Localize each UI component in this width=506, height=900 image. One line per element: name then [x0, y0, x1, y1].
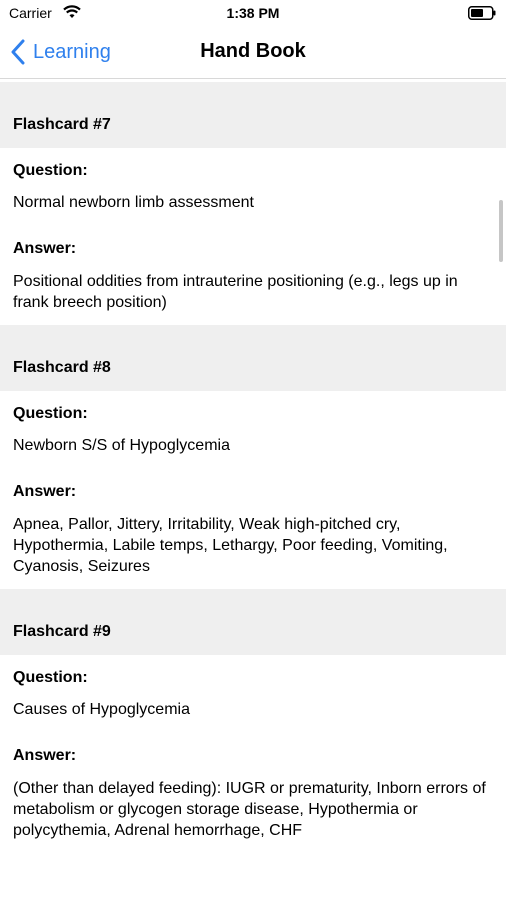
flashcard-header: Flashcard #8	[0, 325, 506, 391]
answer-text: (Other than delayed feeding): IUGR or prematurity, Inborn errors of metabolism or glycogen storage disease, Hypothermia or polycythemia, Adrenal hemorrhage, CHF	[13, 780, 486, 839]
flashcard	[0, 589, 506, 853]
answer-label: Answer:	[13, 747, 77, 764]
flashcard-list[interactable]	[0, 82, 506, 900]
flashcard	[0, 82, 506, 325]
question-text: Normal newborn limb assessment	[13, 194, 254, 211]
flashcard-header: Flashcard #7	[0, 82, 506, 148]
flashcard-body	[0, 655, 506, 853]
status-time: 1:38 PM	[226, 5, 280, 21]
answer-label: Answer:	[13, 483, 77, 500]
navigation-bar	[0, 26, 506, 79]
carrier-label: Carrier	[9, 5, 52, 21]
answer-label: Answer:	[13, 240, 77, 257]
question-text: Causes of Hypoglycemia	[13, 701, 190, 718]
question-label: Question:	[13, 405, 88, 422]
status-bar	[0, 0, 506, 26]
page-title: Hand Book	[200, 40, 306, 62]
battery-icon	[468, 6, 496, 20]
flashcard-body	[0, 148, 506, 325]
back-label: Learning	[33, 40, 111, 63]
answer-text: Positional oddities from intrauterine positioning (e.g., legs up in frank breech position)	[13, 273, 458, 311]
question-text: Newborn S/S of Hypoglycemia	[13, 437, 230, 454]
answer-text: Apnea, Pallor, Jittery, Irritability, Weak high-pitched cry, Hypothermia, Labile temps, Lethargy, Poor feeding, Vomiting, Cyanosis, Seizures	[13, 516, 448, 575]
flashcard-body	[0, 391, 506, 589]
question-label: Question:	[13, 162, 88, 179]
flashcard-header: Flashcard #9	[0, 589, 506, 655]
scrollbar[interactable]	[499, 200, 503, 262]
flashcard	[0, 325, 506, 589]
question-label: Question:	[13, 669, 88, 686]
